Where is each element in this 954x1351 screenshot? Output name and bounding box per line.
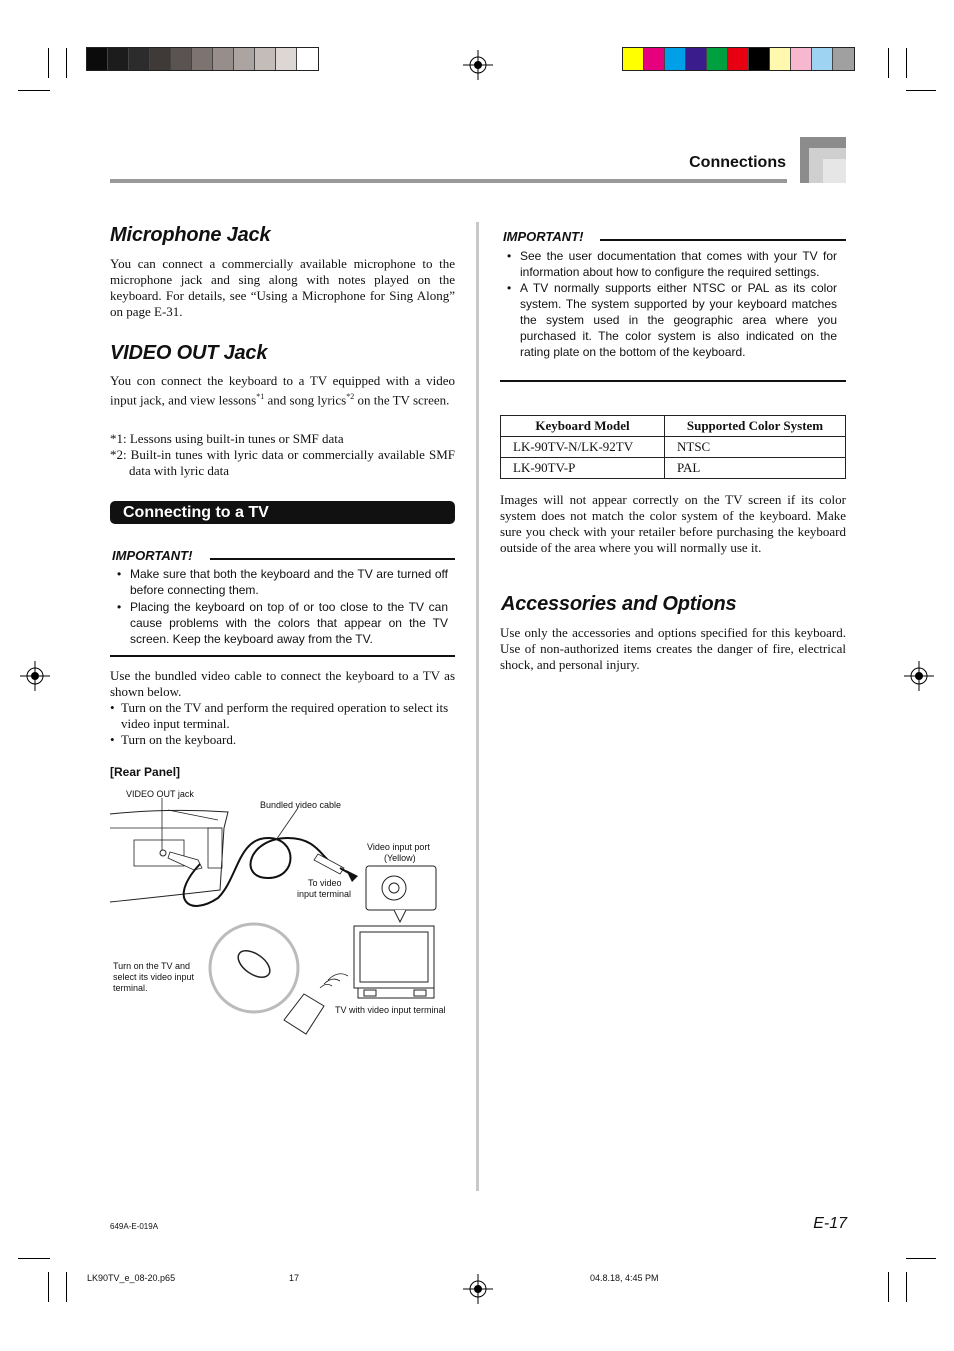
table-cell: LK-90TV-P [501, 458, 665, 479]
table-header: Keyboard Model [501, 416, 665, 437]
table-cell: PAL [665, 458, 846, 479]
color-swatch [644, 48, 665, 70]
color-swatch [297, 48, 318, 70]
table-row [501, 437, 846, 458]
page-number: E-17 [813, 1215, 847, 1232]
list-item: • Make sure that both the keyboard and the TV are turned off before connecting them. [110, 566, 448, 598]
microphone-body: You can connect a commercially available microphone to the microphone jack and sing along with notes played on the keyboard. For details, see “Using a Microphone for Sing Along” on page E-31. [110, 256, 455, 319]
grayscale-bar [86, 47, 319, 71]
steps-list [110, 700, 455, 748]
crop-mark [48, 48, 49, 78]
diagram-label: Turn on the TV and [113, 961, 191, 971]
crop-mark [906, 1272, 907, 1302]
color-swatch [129, 48, 150, 70]
tv-screen [360, 932, 428, 982]
connecting-body: Use the bundled video cable to connect the keyboard to a TV as shown below. [110, 668, 455, 699]
accessories-heading: Accessories and Options [501, 593, 737, 615]
color-swatch [150, 48, 171, 70]
crop-mark [66, 1272, 67, 1302]
video-out-jack [160, 850, 166, 856]
color-swatch [833, 48, 854, 70]
registration-mark-icon [20, 661, 50, 691]
accessories-body: Use only the accessories and options specified for this keyboard. Use of non-authorized items creates the danger of fire, electrical shock, and personal injury. [500, 625, 846, 672]
important-rule [210, 558, 455, 560]
list-item: • See the user documentation that comes with your TV for information about how to configure the required settings. [500, 248, 837, 280]
page-tab [823, 159, 846, 183]
connecting-heading: Connecting to a TV [110, 501, 455, 524]
callout-tail [394, 910, 406, 922]
crop-mark [906, 90, 936, 91]
footnote-2: *2: Built-in tunes with lyric data or commercially available SMF data with lyric data [110, 447, 455, 478]
doc-code: 649A-E-019A [110, 1222, 159, 1231]
diagram-label: Video input port [367, 842, 430, 852]
footnote-1: *1: Lessons using built-in tunes or SMF data [110, 431, 344, 446]
remote-control [284, 994, 324, 1034]
color-swatch [686, 48, 707, 70]
video-out-body [110, 373, 455, 408]
color-swatch [255, 48, 276, 70]
color-swatch [770, 48, 791, 70]
table-header: Supported Color System [665, 416, 846, 437]
crop-mark [48, 1272, 49, 1302]
diagram-label: VIDEO OUT jack [126, 789, 194, 799]
table-header-row [501, 416, 846, 437]
video-cable [184, 838, 328, 906]
important-list [500, 248, 837, 360]
color-swatch [192, 48, 213, 70]
registration-mark-icon [904, 661, 934, 691]
color-swatch [171, 48, 192, 70]
crop-mark [18, 1258, 50, 1259]
list-item: • A TV normally supports either NTSC or PAL as its color system. The system supported by your keyboard matches the system used in the geographic area where you purchased it. The color system is also indicated on the rating plate on the bottom of the keyboard. [500, 280, 837, 360]
color-swatch [213, 48, 234, 70]
tv-stand [364, 990, 376, 996]
registration-mark-icon [463, 1274, 493, 1304]
color-swatch [749, 48, 770, 70]
color-swatch [234, 48, 255, 70]
diagram-label: terminal. [113, 983, 148, 993]
rear-panel-label: [Rear Panel] [110, 765, 181, 779]
remote-signal [320, 974, 348, 988]
keyboard-foot [208, 828, 222, 868]
file-name: LK90TV_e_08-20.p65 [87, 1273, 176, 1283]
pointer-line [276, 808, 298, 840]
color-system-table [500, 415, 846, 479]
crop-mark [906, 48, 907, 78]
section-header: Connections [689, 154, 786, 171]
tv-stand [414, 990, 426, 996]
video-out-text: and song lyrics [264, 392, 347, 408]
table-cell: LK-90TV-N/LK-92TV [501, 437, 665, 458]
footnote-ref: *2 [346, 392, 355, 401]
color-swatch [665, 48, 686, 70]
table-row [501, 458, 846, 479]
color-swatch [791, 48, 812, 70]
video-input-port [366, 866, 436, 910]
print-date: 04.8.18, 4:45 PM [590, 1273, 659, 1283]
diagram-label: input terminal [297, 889, 352, 899]
cable-plug [314, 854, 344, 874]
process-color-bar [622, 47, 855, 71]
connection-diagram [108, 798, 458, 1038]
color-system-body: Images will not appear correctly on the TV screen if its color system does not match the color system of the keyboard. Make sure you check with your retailer before purchasing the keyboard outside of the area where you will normally use it. [500, 492, 846, 555]
color-swatch [623, 48, 644, 70]
table-cell: NTSC [665, 437, 846, 458]
diagram-label: To video [308, 878, 342, 888]
crop-mark [66, 48, 67, 78]
crop-mark [888, 48, 889, 78]
important-list [110, 566, 448, 647]
video-out-text: You con connect the keyboard to a TV equipped with a video input jack, and view lessons [110, 373, 455, 408]
color-swatch [812, 48, 833, 70]
important-rule [500, 380, 846, 382]
list-item: • Turn on the TV and perform the required operation to select its video input terminal. [110, 700, 455, 732]
video-out-heading: VIDEO OUT Jack [110, 342, 268, 364]
diagram-label: Bundled video cable [260, 800, 342, 810]
color-swatch [87, 48, 108, 70]
list-item: • Placing the keyboard on top of or too close to the TV can cause problems with the colors that appear on the TV screen. Keep the keyboard away from the TV. [110, 599, 448, 647]
crop-mark [906, 1258, 936, 1259]
color-swatch [707, 48, 728, 70]
important-label: IMPORTANT! [112, 548, 193, 563]
column-divider [476, 222, 479, 1191]
diagram-label: (Yellow) [384, 853, 416, 863]
diagram-label: select its video input [113, 972, 195, 982]
sheet-number: 17 [289, 1273, 300, 1283]
important-rule [600, 239, 846, 241]
video-out-text: on the TV screen. [354, 392, 450, 408]
list-item: • Turn on the keyboard. [110, 732, 455, 748]
microphone-heading: Microphone Jack [110, 224, 271, 246]
important-rule [110, 655, 455, 657]
diagram-label: TV with video input terminal [335, 1005, 446, 1015]
important-label: IMPORTANT! [503, 229, 584, 244]
color-swatch [108, 48, 129, 70]
color-swatch [276, 48, 297, 70]
color-swatch [728, 48, 749, 70]
header-rule [110, 179, 787, 183]
footnote-ref: *1 [256, 392, 265, 401]
crop-mark [888, 1272, 889, 1302]
arrow [340, 868, 354, 876]
registration-mark-icon [463, 50, 493, 80]
crop-mark [18, 90, 50, 91]
